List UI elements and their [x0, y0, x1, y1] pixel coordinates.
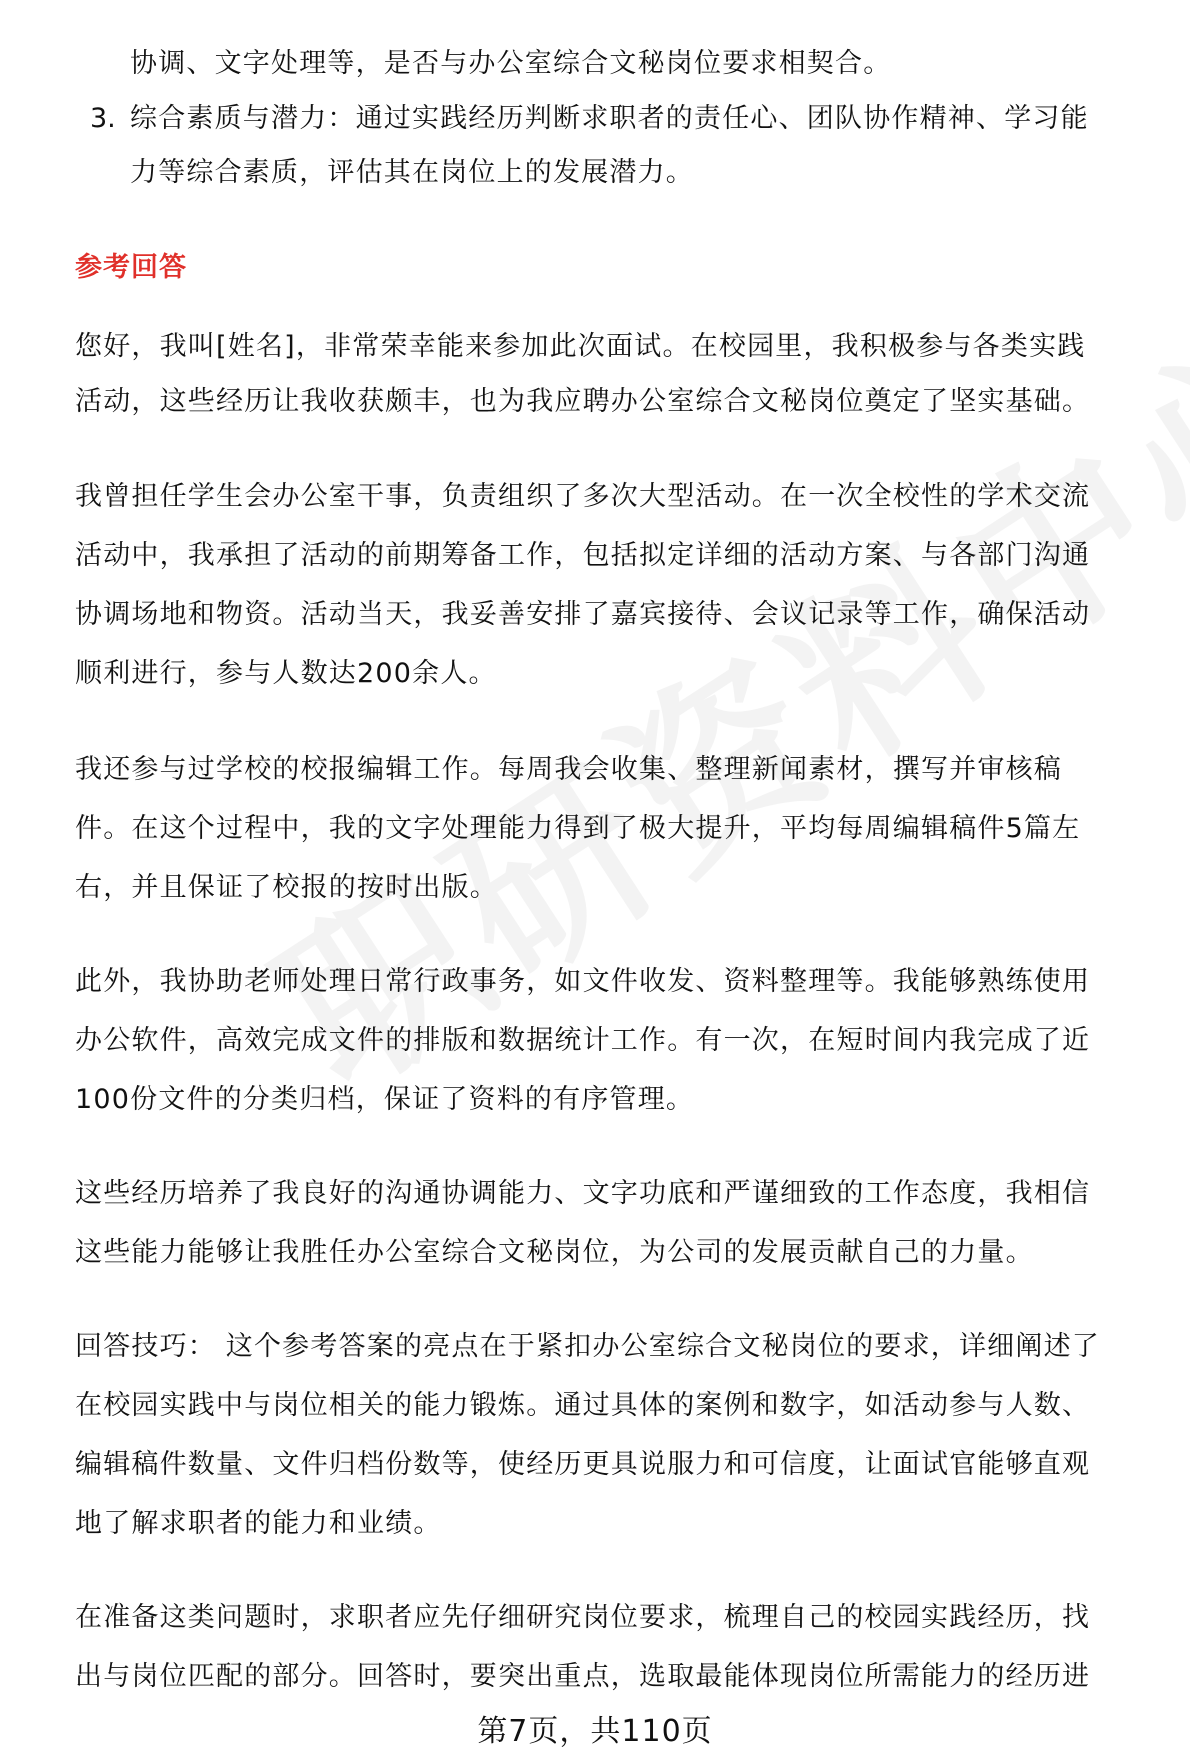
paragraph-line: 顺利进行，参与人数达200余人。 [75, 658, 497, 689]
paragraph-line: 活动中，我承担了活动的前期筹备工作，包括拟定详细的活动方案、与各部门沟通 [75, 540, 1091, 571]
page-number-footer: 第7页，共110页 [477, 1714, 713, 1749]
paragraph-line: 100份文件的分类归档，保证了资料的有序管理。 [75, 1084, 695, 1115]
paragraph-line: 我曾担任学生会办公室干事，负责组织了多次大型活动。在一次全校性的学术交流 [75, 481, 1091, 512]
section-heading: 参考回答 [75, 252, 187, 283]
paragraph-line: 协调场地和物资。活动当天，我妥善安排了嘉宾接待、会议记录等工作，确保活动 [75, 599, 1091, 630]
list-item-3-number: 3. [90, 103, 116, 134]
paragraph-line: 这些经历培养了我良好的沟通协调能力、文字功底和严谨细致的工作态度，我相信 [75, 1178, 1091, 1209]
paragraph-line: 右，并且保证了校报的按时出版。 [75, 872, 498, 903]
paragraph-line: 此外，我协助老师处理日常行政事务，如文件收发、资料整理等。我能够熟练使用 [75, 966, 1091, 997]
paragraph-line: 在校园实践中与岗位相关的能力锻炼。通过具体的案例和数字，如活动参与人数、 [75, 1390, 1091, 1421]
paragraph-line: 这些能力能够让我胜任办公室综合文秘岗位，为公司的发展贡献自己的力量。 [75, 1237, 1034, 1268]
paragraph-line: 回答技巧： 这个参考答案的亮点在于紧扣办公室综合文秘岗位的要求，详细阐述了 [75, 1331, 1100, 1362]
paragraph-line: 我还参与过学校的校报编辑工作。每周我会收集、整理新闻素材，撰写并审核稿 [75, 754, 1062, 785]
list-item-2-continuation: 协调、文字处理等，是否与办公室综合文秘岗位要求相契合。 [130, 48, 892, 79]
paragraph-line: 活动，这些经历让我收获颇丰，也为我应聘办公室综合文秘岗位奠定了坚实基础。 [75, 386, 1091, 417]
paragraph-line: 办公软件，高效完成文件的排版和数据统计工作。有一次，在短时间内我完成了近 [75, 1025, 1091, 1056]
paragraph-line: 在准备这类问题时，求职者应先仔细研究岗位要求，梳理自己的校园实践经历，找 [75, 1602, 1091, 1633]
list-item-3-line-2: 力等综合素质，评估其在岗位上的发展潜力。 [130, 157, 694, 188]
list-item-3-line-1: 综合素质与潜力：通过实践经历判断求职者的责任心、团队协作精神、学习能 [130, 103, 1089, 134]
paragraph-line: 编辑稿件数量、文件归档份数等，使经历更具说服力和可信度，让面试官能够直观 [75, 1449, 1091, 1480]
paragraph-line: 您好，我叫[姓名]，非常荣幸能来参加此次面试。在校园里，我积极参与各类实践 [75, 331, 1086, 362]
paragraph-line: 地了解求职者的能力和业绩。 [75, 1508, 442, 1539]
paragraph-line: 件。在这个过程中，我的文字处理能力得到了极大提升，平均每周编辑稿件5篇左 [75, 813, 1081, 844]
paragraph-line: 出与岗位匹配的部分。回答时，要突出重点，选取最能体现岗位所需能力的经历进 [75, 1661, 1091, 1692]
